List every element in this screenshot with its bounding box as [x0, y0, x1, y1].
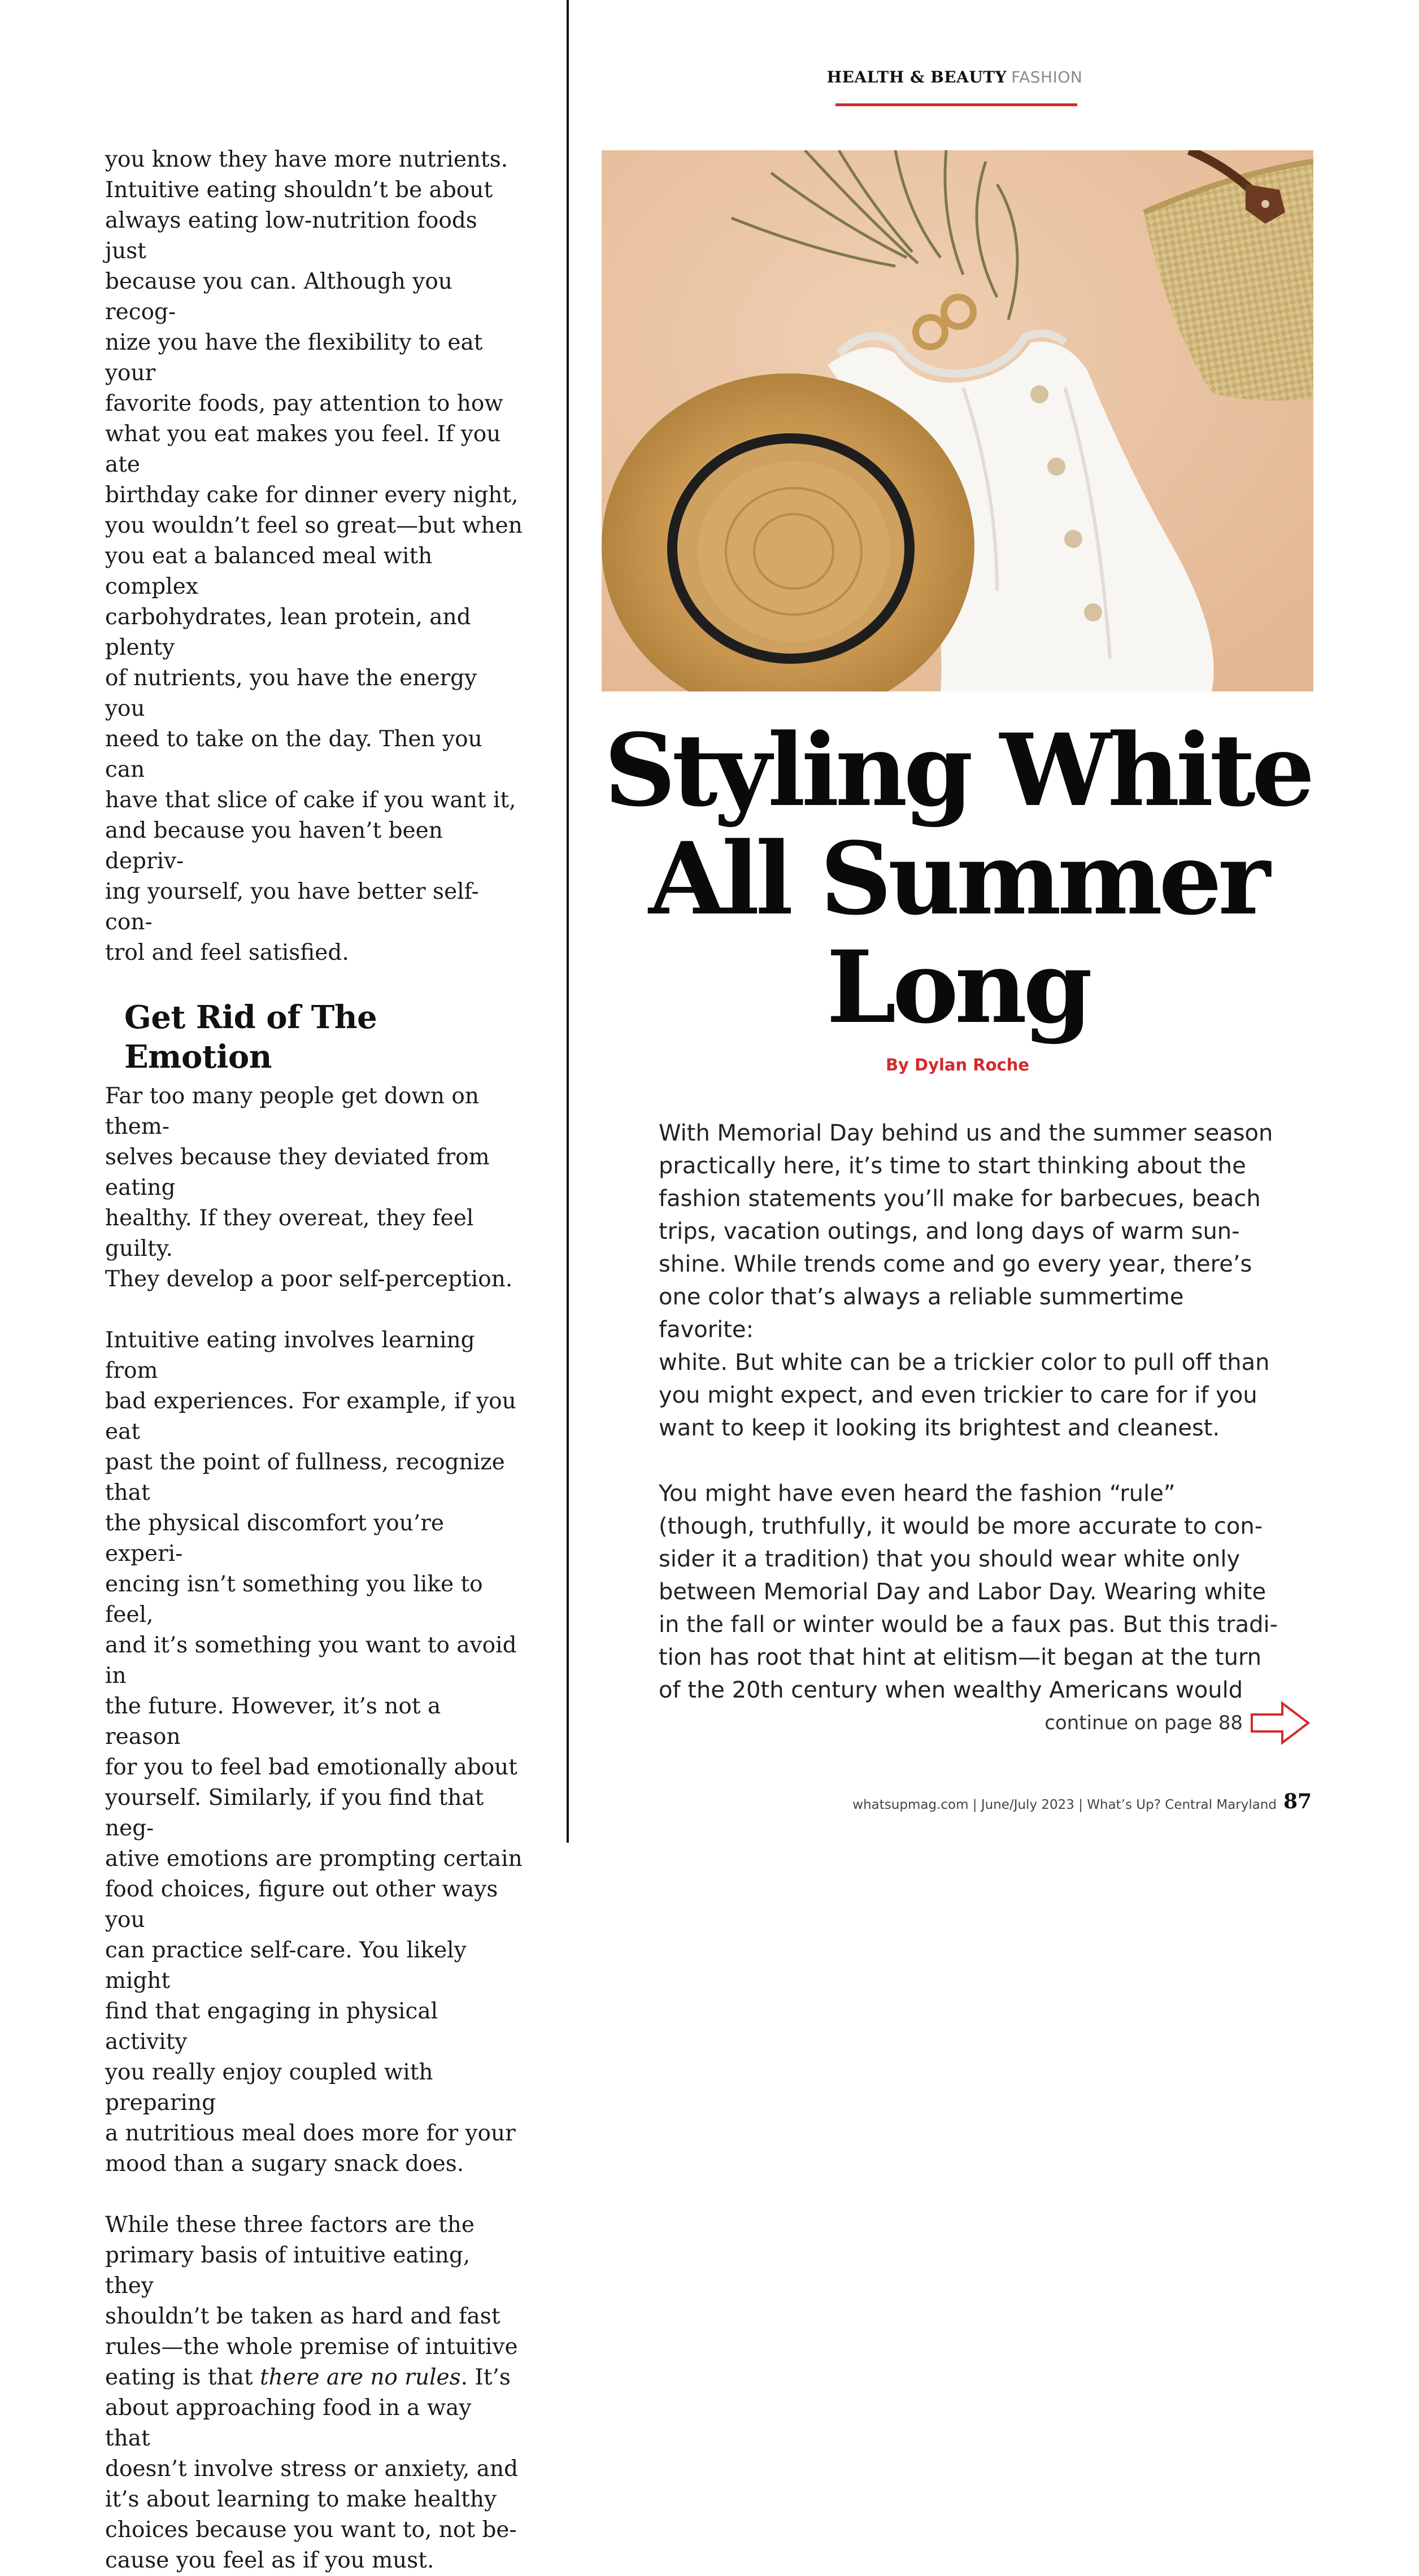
article-paragraph-2: You might have even heard the fashion “rule” (though, truthfully, it would be more accurate to con- sider it a tradition) that you should wear white only between Memorial Day and Labor Day. Wearing white in the fall or winter would be a faux pas. But this tradi- tion has root that hint at elitism—it began at the turn of the 20th century when wealthy Americans would	[659, 1481, 1278, 1703]
left-paragraph-4-end: . It’s about approaching food in a way that doesn’t involve stress or anxiety, and it’s about learning to make healthy choices because you want to, not be- cause you feel as if you must.	[105, 2365, 519, 2573]
left-column	[105, 145, 523, 2576]
article-title-line-1: Styling White	[604, 712, 1311, 829]
left-paragraph-4-start: While these three factors are the primary basis of intuitive eating, they shouldn’t be taken as hard and fast rules—the whole premise of intuitive eating is that	[105, 2212, 518, 2390]
section-header	[825, 68, 1085, 87]
header-rule	[835, 103, 1077, 106]
left-paragraph-1: you know they have more nutrients. Intuitive eating shouldn’t be about always eating low-nutrition foods just because you can. Although you recog- nize you have the flexibility to eat your favorite foods, pay attention to how what you eat makes you feel. If you ate birthday cake for dinner every night, you wouldn’t feel so great—but when you eat a balanced meal with complex carbohydrates, lean protein, and plenty of nutrients, you have the energy you need to take on the day. Then you can have that slice of cake if you want it, and because you haven’t been depriv- ing yourself, you have better self-con- trol and feel satisfied.	[105, 147, 523, 965]
left-paragraph-4-italic: there are no rules	[259, 2365, 461, 2390]
article-paragraph-1: With Memorial Day behind us and the summer season practically here, it’s time to start thinking about the fashion statements you’ll make for barbecues, beach trips, vacation outings, and long days of warm sun- shine. While trends come and go every year, there’s one color that’s always a reliable summertime favorite: white. But white can be a trickier color to pull off than you might expect, and even trickier to care for if you want to keep it looking its brightest and cleanest.	[659, 1120, 1273, 1441]
article-title-line-3: Long	[826, 929, 1089, 1046]
footer-text: whatsupmag.com | June/July 2023 | What’s Up? Central Maryland	[852, 1798, 1277, 1812]
left-paragraph-4	[105, 2210, 523, 2576]
section-category: HEALTH & BEAUTY	[826, 68, 1007, 86]
page-number: 87	[1283, 1790, 1312, 1813]
left-paragraph-2: Far too many people get down on them- selves because they deviated from eating healthy. If they overeat, they feel guilty. They develop a poor self-perception.	[105, 1084, 513, 1292]
byline: By Dylan Roche	[885, 1055, 1030, 1074]
arrow-right-outline-icon[interactable]	[1250, 1700, 1313, 1746]
flat-lay-illustration	[602, 150, 1313, 691]
hero-photo	[602, 150, 1313, 691]
section-heading: Get Rid of The Emotion	[124, 999, 377, 1076]
article-title	[602, 712, 1313, 1046]
continue-link[interactable]: continue on page 88	[1044, 1712, 1243, 1734]
article-title-line-2: All Summer	[648, 820, 1266, 937]
column-divider	[567, 0, 569, 1843]
left-paragraph-3: Intuitive eating involves learning from bad experiences. For example, if you eat past the point of fullness, recognize that the physical discomfort you’re experi- encing isn’t something you like to feel, and it’s something you want to avoid in the future. However, it’s not a reason for you to feel bad emotionally about yourself. Similarly, if you find that neg- ative emotions are prompting certain food choices, figure out other ways you can practice self-care. You likely might find that engaging in physical activity you really enjoy coupled with preparing a nutritious meal does more for your mood than a sugary snack does.	[105, 1328, 523, 2177]
section-subcategory: FASHION	[1011, 68, 1083, 86]
article-body	[659, 1117, 1280, 1707]
